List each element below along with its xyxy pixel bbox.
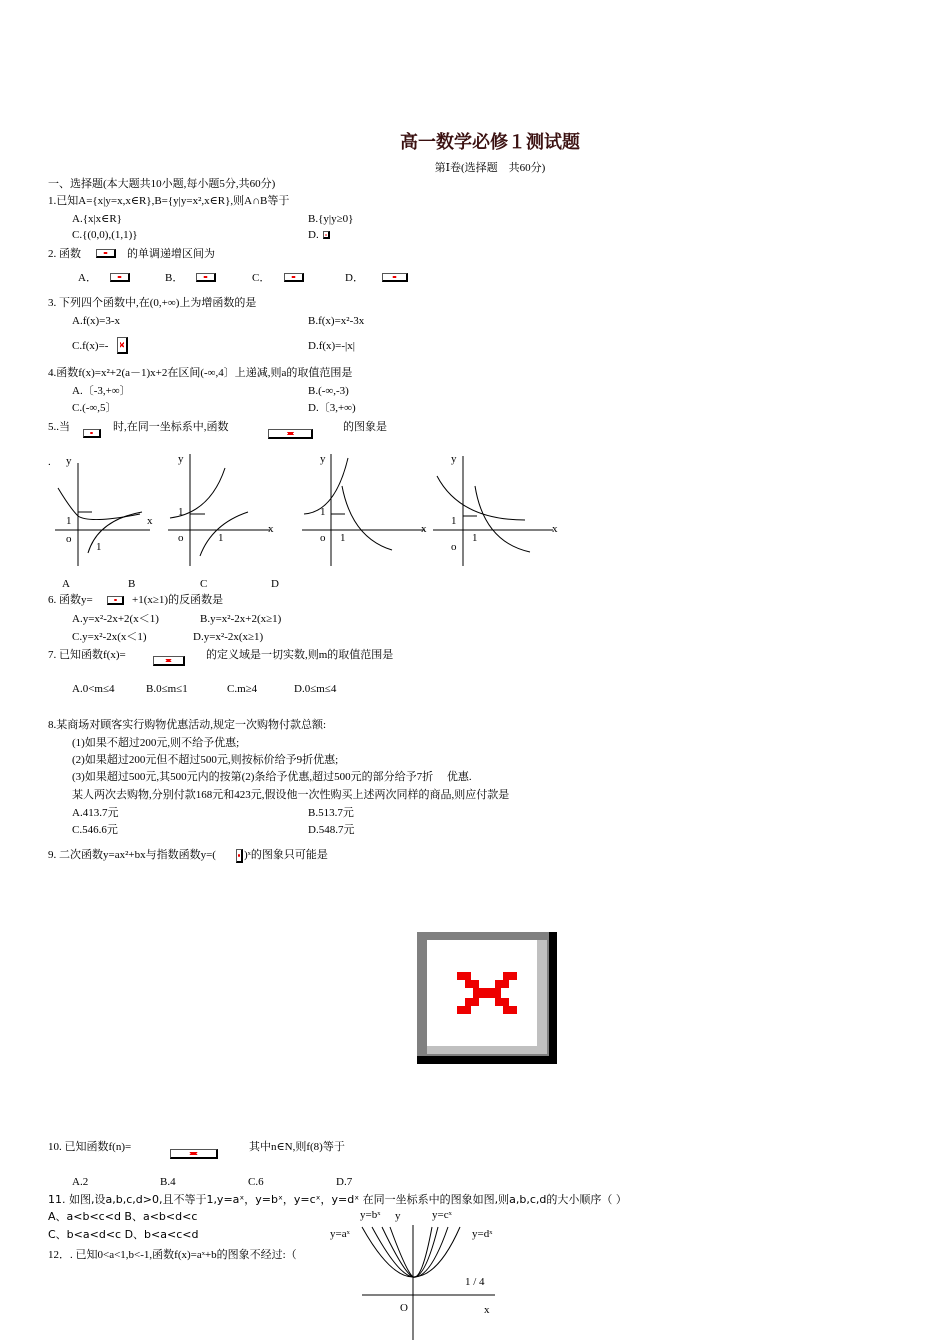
q6-suffix: +1(x≥1)的反函数是 [132, 594, 224, 606]
q7-option-b: B.0≤m≤1 [146, 683, 188, 695]
q8-option-b: B.513.7元 [308, 807, 354, 819]
broken-image-icon [382, 273, 408, 282]
q3-option-d: D.f(x)=-|x| [308, 340, 355, 352]
q5-label-d: D [271, 578, 279, 590]
graph-origin-label: O [400, 1302, 408, 1314]
q6-option-c: C.y=x²-2x(x＜1) [72, 631, 147, 643]
q8-question: 某人两次去购物,分别付款168元和423元,假设他一次性购买上述两次同样的商品,则应付款是 [72, 789, 510, 801]
q1-option-c: C.{(0,0),(1,1)} [72, 229, 138, 241]
section-heading: 一、选择题(本大题共10小题,每小题5分,共60分) [48, 178, 276, 190]
q1-stem: 1.已知A={x|y=x,x∈R},B={y|y=x²,x∈R},则A∩B等于 [48, 195, 290, 207]
q2-option-d: D． [345, 272, 364, 284]
broken-image-icon [107, 596, 124, 605]
q11-options-cd: C、b<a<d<c D、b<a<c<d [48, 1228, 199, 1241]
graph-y-label: y [395, 1210, 401, 1222]
graph-x-label: x [268, 523, 274, 535]
graph-ax-label: y=aˣ [330, 1228, 350, 1240]
graph-origin-label: o [66, 533, 72, 545]
q9-prefix: 9. 二次函数y=ax²+bx与指数函数y=( [48, 849, 216, 861]
q5-middle: 时,在同一坐标系中,函数 [113, 421, 229, 433]
q10-option-d: D.7 [336, 1176, 353, 1188]
q5-label-b: B [128, 578, 136, 590]
graph-one-label: 1 [218, 532, 224, 544]
graph-x-label: x [421, 523, 427, 535]
graph-origin-label: o [451, 541, 457, 553]
subtitle: 第Ⅰ卷(选择题 共60分) [434, 162, 546, 174]
q10-option-a: A.2 [72, 1176, 89, 1188]
q2-suffix: 的单调递增区间为 [127, 248, 215, 260]
q11-stem: 11. 如图,设a,b,c,d>0,且不等于1,y=aˣ，y=bˣ，y=cˣ，y=dˣ 在同一坐标系中的图象如图,则a,b,c,d的大小顺序（ ） [48, 1193, 627, 1206]
graph-x-label: x [484, 1304, 490, 1316]
q4-option-b: B.(-∞,-3) [308, 385, 349, 397]
q5-graphs [0, 448, 580, 573]
q2-option-c: C． [252, 272, 271, 284]
q10-prefix: 10. 已知函数f(n)= [48, 1141, 132, 1153]
q7-suffix: 的定义域是一切实数,则m的取值范围是 [206, 649, 394, 661]
graph-x-label: x [147, 515, 153, 527]
q5-label-a: A [62, 578, 70, 590]
graph-cx-label: y=cˣ [432, 1209, 452, 1221]
graph-x-label: x [552, 523, 558, 535]
graph-one-label: 1 [472, 532, 478, 544]
broken-image-icon [284, 273, 304, 282]
q7-option-c: C.m≥4 [227, 683, 258, 695]
q3-option-a: A.f(x)=3-x [72, 315, 121, 327]
q2-option-b: B． [165, 272, 184, 284]
q11-graph [320, 1205, 520, 1340]
q2-option-a: A． [78, 272, 97, 284]
q6-option-d: D.y=x²-2x(x≥1) [193, 631, 264, 643]
broken-image-icon [268, 429, 313, 439]
q3-option-c: C.f(x)=- [72, 340, 109, 352]
broken-image-icon [96, 249, 116, 258]
q5-suffix: 的图象是 [343, 421, 387, 433]
graph-one-label: 1 [96, 541, 102, 553]
q1-option-a: A.{x|x∈R} [72, 213, 122, 225]
graph-origin-label: o [178, 532, 184, 544]
page-title: 高一数学必修１测试题 [400, 132, 580, 152]
q7-option-d: D.0≤m≤4 [294, 683, 337, 695]
graph-one-label: 1 [451, 515, 457, 527]
q3-stem: 3. 下列四个函数中,在(0,+∞)上为增函数的是 [48, 297, 257, 309]
broken-image-icon [153, 656, 185, 666]
q10-option-c: C.6 [248, 1176, 264, 1188]
graph-y-label: y [320, 453, 326, 465]
q8-stem: 8.某商场对顾客实行购物优惠活动,规定一次购物付款总额: [48, 719, 327, 731]
q8-rule-2: (2)如果超过200元但不超过500元,则按标价给予9折优惠; [72, 754, 339, 766]
q2-prefix: 2. 函数 [48, 248, 81, 260]
q10-suffix: 其中n∈N,则f(8)等于 [249, 1141, 345, 1153]
graph-origin-label: o [320, 532, 326, 544]
broken-image-icon [117, 337, 128, 354]
q8-option-c: C.546.6元 [72, 824, 118, 836]
broken-image-icon [196, 273, 216, 282]
graph-one-label: 1 [66, 515, 72, 527]
q7-option-a: A.0<m≤4 [72, 683, 115, 695]
broken-image-icon [323, 231, 330, 239]
q8-option-d: D.548.7元 [308, 824, 355, 836]
q4-option-a: A.〔-3,+∞〕 [72, 385, 131, 397]
q8-rule-1: (1)如果不超过200元,则不给予优惠; [72, 737, 240, 749]
q4-option-d: D.〔3,+∞) [308, 402, 356, 414]
graph-one-label: 1 [320, 506, 326, 518]
q6-option-b: B.y=x²-2x+2(x≥1) [200, 613, 282, 625]
graph-y-label: y [66, 455, 72, 467]
graph-bx-label: y=bˣ [360, 1209, 381, 1221]
graph-y-label: y [451, 453, 457, 465]
graph-y-label: y [178, 453, 184, 465]
q10-option-b: B.4 [160, 1176, 176, 1188]
broken-image-icon [417, 932, 557, 1064]
broken-image-icon [170, 1149, 218, 1159]
q1-option-d: D. [308, 229, 319, 241]
q3-option-b: B.f(x)=x²-3x [308, 315, 365, 327]
q4-stem: 4.函数f(x)=x²+2(a－1)x+2在区间(-∞,4〕上递减,则a的取值范围是 [48, 367, 353, 379]
page-number: 1 / 4 [465, 1276, 485, 1288]
graph-one-label: 1 [178, 506, 184, 518]
q4-option-c: C.(-∞,5〕 [72, 402, 117, 414]
q6-prefix: 6. 函数y= [48, 594, 93, 606]
broken-image-icon [83, 429, 101, 438]
graph-dx-label: y=dˣ [472, 1228, 493, 1240]
q9-suffix: )ˣ的图象只可能是 [244, 849, 328, 861]
q1-option-b: B.{y|y≥0} [308, 213, 354, 225]
graph-one-label: 1 [340, 532, 346, 544]
q5-dot: . [48, 456, 51, 468]
q5-label-c: C [200, 578, 208, 590]
q8-option-a: A.413.7元 [72, 807, 119, 819]
broken-image-icon [110, 273, 130, 282]
broken-image-icon [236, 849, 243, 863]
q11-options-ab: A、a<b<c<d B、a<b<d<c [48, 1210, 198, 1223]
q12-stem: 12．. 已知0<a<1,b<-1,函数f(x)=aˣ+b的图象不经过:（ [48, 1249, 297, 1261]
q8-rule-3: (3)如果超过500元,其500元内的按第(2)条给予优惠,超过500元的部分给予7折 优惠. [72, 771, 472, 783]
q6-option-a: A.y=x²-2x+2(x＜1) [72, 613, 159, 625]
q7-prefix: 7. 已知函数f(x)= [48, 649, 126, 661]
q5-prefix: 5..当 [48, 421, 70, 433]
